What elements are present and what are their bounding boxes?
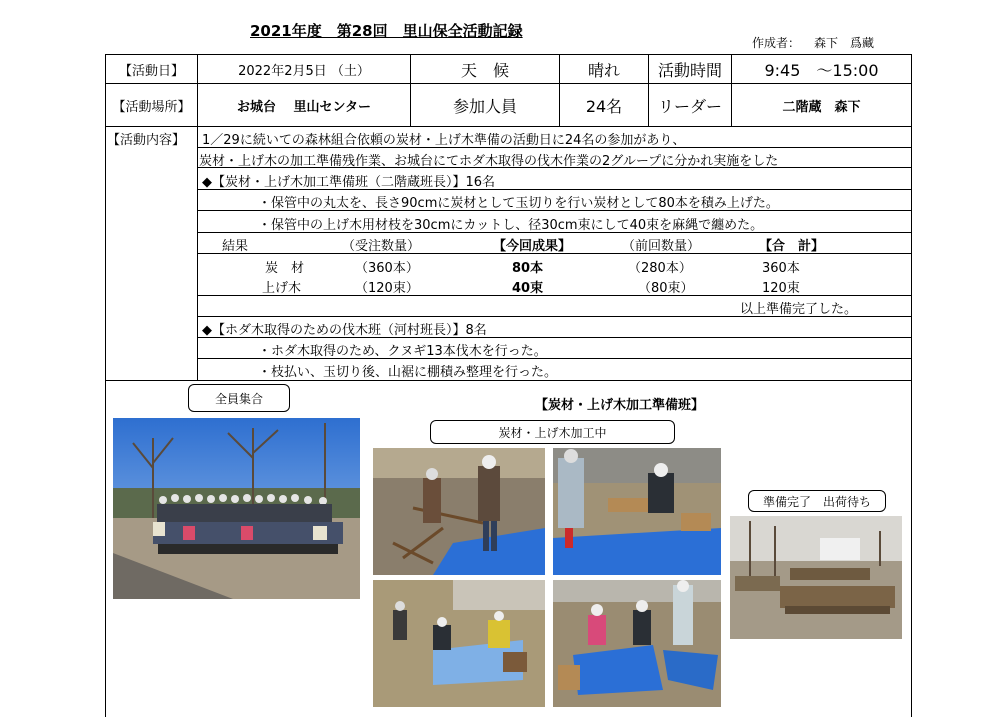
content-line-2: 炭材・上げ木の加工準備残作業、お城台にてホダ木取得の伐木作業の2グループに分かれ実施をした [199,154,779,169]
page-title: 2021年度 第28回 里山保全活動記録 [250,22,523,40]
processing-photo-4 [553,580,721,707]
processing-photo-3 [373,580,545,707]
group-photo-label: 全員集合 [188,384,290,412]
author [752,34,874,51]
weather-label: 天 候 [410,54,560,84]
participants-value: 24名 [559,83,649,127]
ready-label: 準備完了 出荷待ち [748,490,886,512]
results-row1-ordered: （360本） [355,261,419,276]
results-header-label: 結果 [222,239,249,254]
results-row1-total: 360本 [762,261,800,276]
results-header-current: 【今回成果】 [493,239,572,254]
time-label: 活動時間 [648,54,732,84]
time-value: 9:45 ～15:00 [731,54,912,84]
results-row2-total: 120束 [762,281,800,296]
processing-photo-2 [553,448,721,575]
results-row1-current: 80本 [512,261,544,276]
photo-section-title: 【炭材・上げ木加工準備班】 [535,398,705,413]
results-row2-previous: （80束） [638,281,694,296]
author-label: 作成者： [752,36,801,50]
content-line-4: ・保管中の丸太を、長さ90cmに炭材として玉切りを行い炭材として80本を積み上げた。 [258,196,779,211]
group-photo [113,418,360,599]
date-value: 2022年2月5日 （土） [197,54,411,84]
group1-title: ◆【炭材・上げ木加工準備班（二階蔵班長）】16名 [202,175,496,190]
results-header-ordered: （受注数量） [342,239,421,254]
results-row2-ordered: （120束） [355,281,419,296]
left-border [105,126,106,717]
leader-value: 二階蔵 森下 [731,83,912,127]
content-line-5: ・保管中の上げ木用材枝を30cmにカットし、径30cm束にして40束を麻縄で纏めた。 [258,218,764,233]
row-line [197,295,912,296]
leader-label: リーダー [648,83,732,127]
content-label: 【活動内容】 [107,133,186,148]
results-row1-item: 炭 材 [265,261,305,276]
date-label: 【活動日】 [105,54,198,84]
group2-line-2: ・枝払い、玉切り後、山裾に棚積み整理を行った。 [258,365,558,380]
place-value: お城台 里山センター [197,83,411,127]
content-line-1: 1／29に続いての森林組合依頼の炭材・上げ木準備の活動日に24名の参加があり、 [202,133,686,148]
results-row1-previous: （280本） [628,261,692,276]
participants-label: 参加人員 [410,83,560,127]
group2-line-1: ・ホダ木取得のため、クヌギ13本伐木を行った。 [258,344,547,359]
group2-title: ◆【ホダ木取得のための伐木班（河村班長）】8名 [202,323,487,338]
results-row2-item: 上げ木 [262,281,302,296]
results-header-total: 【合 計】 [759,239,825,254]
right-border [911,126,912,717]
results-note: 以上準備完了した。 [740,302,858,317]
place-label: 【活動場所】 [105,83,198,127]
results-row2-current: 40束 [512,281,544,296]
weather-value: 晴れ [559,54,649,84]
ready-photo [730,516,902,639]
processing-label: 炭材・上げ木加工中 [430,420,675,444]
results-header-previous: （前回数量） [622,239,701,254]
author-name: 森下 爲藏 [814,36,875,50]
content-bottom-line [105,380,912,381]
processing-photo-1 [373,448,545,575]
